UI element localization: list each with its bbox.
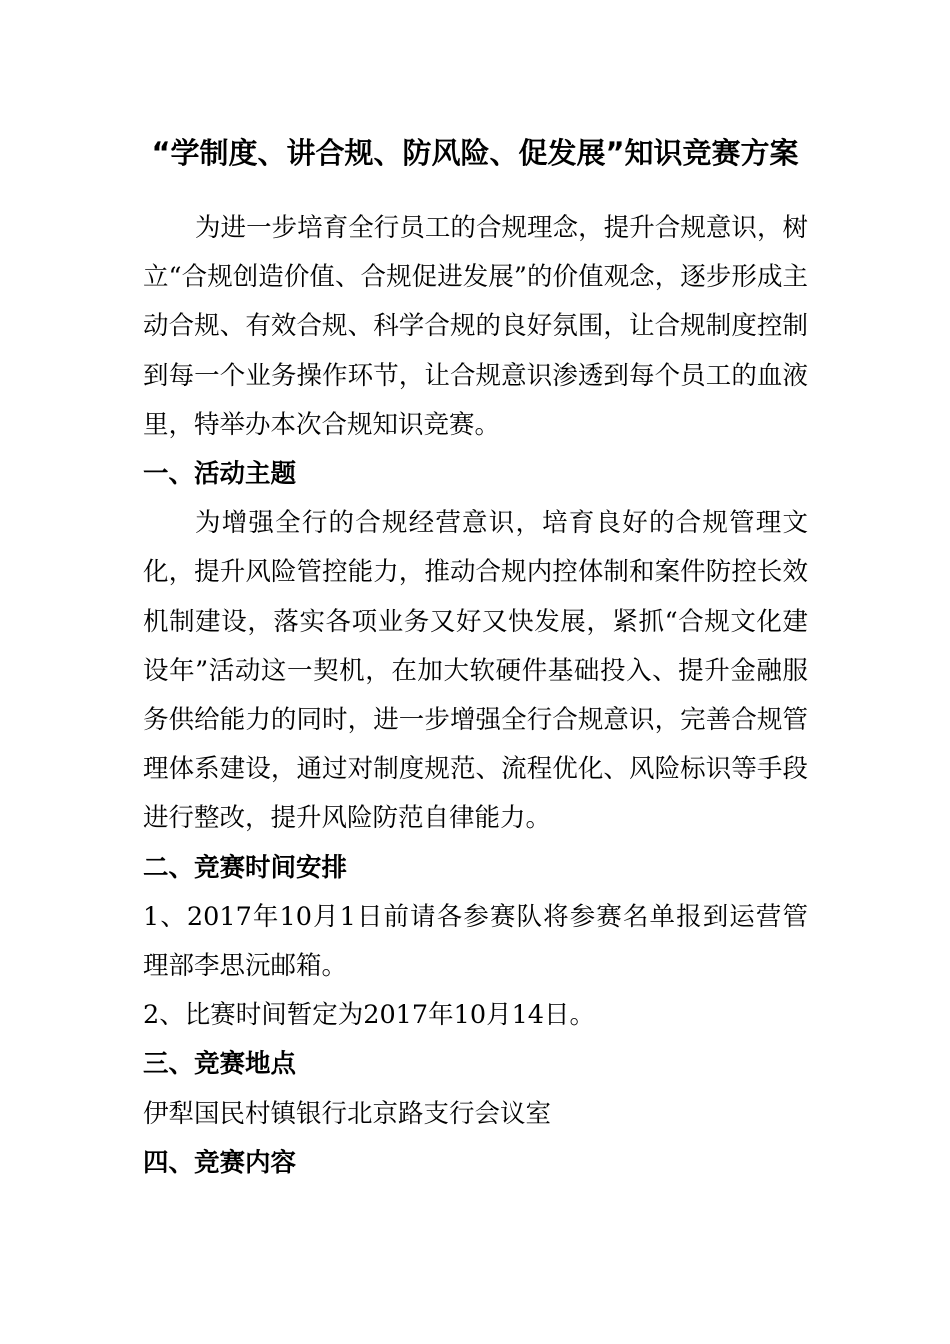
section-heading-theme: 一、活动主题 [143, 459, 297, 490]
section-heading-schedule: 二、竞赛时间安排 [143, 852, 348, 883]
document-body [143, 204, 808, 1188]
intro-paragraph: 为进一步培育全行员工的合规理念，提升合规意识，树立“合规创造价值、合规促进发展”的价值观念，逐步形成主动合规、有效合规、科学合规的良好氛围，让合规制度控制到每一个业务操作环节，让合规意识渗透到每个员工的血液里，特举办本次合规知识竞赛。 [143, 213, 808, 440]
section-heading-content: 四、竞赛内容 [143, 1147, 297, 1178]
schedule-item-1: 1、2017年10月1日前请各参赛队将参赛名单报到运营管理部李思沅邮箱。 [143, 901, 808, 982]
venue-paragraph: 伊犁国民村镇银行北京路支行会议室 [143, 1098, 552, 1129]
section-heading-venue: 三、竞赛地点 [143, 1049, 297, 1080]
theme-paragraph: 为增强全行的合规经营意识，培育良好的合规管理文化，提升风险管控能力，推动合规内控体制和案件防控长效机制建设，落实各项业务又好又快发展，紧抓“合规文化建设年”活动这一契机，在加大软硬件基础投入、提升金融服务供给能力的同时，进一步增强全行合规意识，完善合规管理体系建设，通过对制度规范、流程优化、风险标识等手段进行整改，提升风险防范自律能力。 [143, 508, 808, 834]
schedule-item-2: 2、比赛时间暂定为2017年10月14日。 [143, 1000, 596, 1031]
document-title: “学制度、讲合规、防风险、促发展”知识竞赛方案 [151, 136, 799, 170]
